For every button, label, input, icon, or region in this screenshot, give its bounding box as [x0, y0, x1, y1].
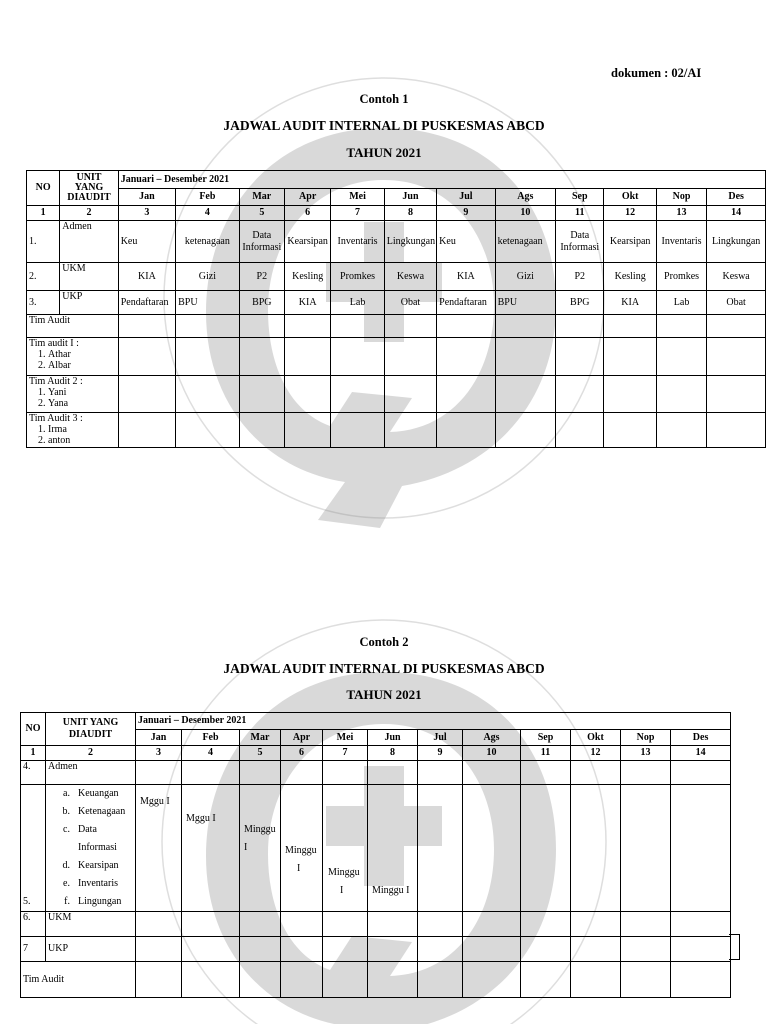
team-member: 1. Athar [48, 349, 116, 360]
schedule-mei-line-2: I [340, 885, 344, 896]
row-unit: UKP [60, 291, 118, 315]
month-okt-2: Okt [571, 730, 621, 746]
team-label: Tim audit I : [29, 338, 79, 349]
column-number-2: 5 [240, 746, 281, 761]
sub-item [48, 875, 133, 893]
empty-cell [239, 338, 284, 376]
month-apr: Apr [284, 189, 330, 206]
empty-cell [284, 338, 330, 376]
row-sub-no: 5. [21, 785, 46, 912]
column-number-2: 7 [323, 746, 368, 761]
schedule-cell: Lingkungan [384, 221, 436, 263]
month-des: Des [707, 189, 766, 206]
empty-cell [284, 376, 330, 413]
column-number-2: 9 [418, 746, 463, 761]
schedule-cell: BPU [495, 291, 555, 315]
schedule-cell: ketenagaan [176, 221, 240, 263]
empty-cell [384, 413, 436, 448]
column-number: 12 [604, 206, 656, 221]
empty-cell [437, 376, 495, 413]
column-number: 9 [437, 206, 495, 221]
empty-cell [176, 376, 240, 413]
empty-cell [604, 338, 656, 376]
empty-cell [118, 413, 175, 448]
empty-cell [604, 376, 656, 413]
header-unit-2 [46, 713, 136, 746]
sub-item-marker: d. [62, 860, 70, 871]
schedule-cell: Keu [118, 221, 175, 263]
team-cell [27, 338, 119, 376]
example1-label: Contoh 1 [359, 92, 409, 106]
schedule-cell: Inventaris [656, 221, 706, 263]
column-number: 13 [656, 206, 706, 221]
header-unit-2-line-1: UNIT YANG [62, 717, 119, 728]
column-number: 7 [331, 206, 384, 221]
empty-cell [604, 413, 656, 448]
table-row [27, 263, 766, 291]
schedule-cell: Keu [437, 221, 495, 263]
sub-item [48, 857, 133, 875]
empty-cell [118, 338, 175, 376]
empty-cell [331, 338, 384, 376]
column-number-2: 6 [281, 746, 323, 761]
team-row [27, 338, 766, 376]
schedule-apr [285, 842, 317, 878]
schedule-cell: KIA [118, 263, 175, 291]
column-number: 14 [707, 206, 766, 221]
column-number: 10 [495, 206, 555, 221]
schedule-cell: Data Informasi [556, 221, 604, 263]
column-number-2: 4 [182, 746, 240, 761]
example1-title: JADWAL AUDIT INTERNAL DI PUSKESMAS ABCD [223, 118, 545, 133]
empty-cell [284, 413, 330, 448]
sub-item [48, 785, 133, 803]
schedule-cell: BPG [239, 291, 284, 315]
header-period: Januari – Desember 2021 [118, 171, 765, 189]
row-ukm-unit: UKM [46, 912, 136, 937]
column-number-2: 10 [463, 746, 521, 761]
column-number: 6 [284, 206, 330, 221]
schedule-cell: Pendaftaran [437, 291, 495, 315]
empty-cell [239, 376, 284, 413]
schedule-cell: P2 [239, 263, 284, 291]
empty-cell [176, 338, 240, 376]
column-number-2: 12 [571, 746, 621, 761]
month-sep-2: Sep [521, 730, 571, 746]
sub-item-marker: a. [63, 788, 70, 799]
audit-schedule-table-2 [20, 712, 731, 998]
schedule-apr-line-2: I [297, 863, 301, 874]
sub-item-text: Ketenagaan [78, 806, 126, 817]
column-number-2: 3 [136, 746, 182, 761]
sub-item-text: Lingungan [78, 896, 122, 907]
empty-cell [707, 338, 766, 376]
column-number-2: 11 [521, 746, 571, 761]
row-number: 2. [27, 263, 60, 291]
empty-cell [556, 376, 604, 413]
column-number: 8 [384, 206, 436, 221]
column-number: 2 [60, 206, 118, 221]
schedule-apr-line-1: Minggu [285, 845, 317, 856]
team-member: 2. Yana [48, 398, 116, 409]
sub-item [48, 821, 133, 839]
month-mei-2: Mei [323, 730, 368, 746]
month-mar: Mar [239, 189, 284, 206]
team-member: 2. Albar [48, 360, 116, 371]
month-ags-2: Ags [463, 730, 521, 746]
sub-item-marker: c. [63, 824, 70, 835]
example2-title: JADWAL AUDIT INTERNAL DI PUSKESMAS ABCD [223, 661, 545, 676]
column-number: 5 [239, 206, 284, 221]
month-feb: Feb [176, 189, 240, 206]
document-number: dokumen : 02/AI [611, 66, 702, 80]
tim-audit-label: Tim Audit [27, 315, 119, 338]
row-number: 1. [27, 221, 60, 263]
row-admen-no: 4. [21, 761, 46, 785]
team-row [27, 413, 766, 448]
header-unit [60, 171, 118, 206]
header-unit-2-line-2: DIAUDIT [68, 729, 113, 740]
team-members [29, 349, 116, 371]
sub-item-text: Kearsipan [78, 860, 119, 871]
schedule-cell: P2 [556, 263, 604, 291]
schedule-cell: KIA [284, 291, 330, 315]
row-number: 3. [27, 291, 60, 315]
month-okt: Okt [604, 189, 656, 206]
row-ukm-no: 6. [21, 912, 46, 937]
empty-cell [384, 338, 436, 376]
team-cell [27, 376, 119, 413]
schedule-mei-line-1: Minggu [328, 867, 360, 878]
month-mar-2: Mar [240, 730, 281, 746]
team-members [29, 424, 116, 446]
sub-item-text: Data [78, 824, 97, 835]
schedule-cell: Kesling [284, 263, 330, 291]
sub-item-marker [48, 839, 78, 857]
team-member: 1. Irma [48, 424, 116, 435]
header-unit-line-3: DIAUDIT [67, 192, 111, 203]
empty-cell [384, 376, 436, 413]
schedule-cell: Keswa [384, 263, 436, 291]
schedule-cell: Kearsipan [604, 221, 656, 263]
month-apr-2: Apr [281, 730, 323, 746]
empty-cell [176, 413, 240, 448]
month-nop: Nop [656, 189, 706, 206]
schedule-cell: BPG [556, 291, 604, 315]
month-sep: Sep [556, 189, 604, 206]
column-number: 1 [27, 206, 60, 221]
example2-year: TAHUN 2021 [346, 687, 422, 702]
schedule-cell: BPU [176, 291, 240, 315]
sub-item-text: Keuangan [78, 788, 119, 799]
team-member: 2. anton [48, 435, 116, 446]
column-number-2: 8 [368, 746, 418, 761]
column-number: 11 [556, 206, 604, 221]
schedule-cell: Gizi [495, 263, 555, 291]
empty-cell [495, 338, 555, 376]
month-jan: Jan [118, 189, 175, 206]
row-unit: UKM [60, 263, 118, 291]
sub-item-marker: f. [64, 896, 70, 907]
empty-cell [437, 338, 495, 376]
schedule-cell: Inventaris [331, 221, 384, 263]
empty-cell [437, 413, 495, 448]
empty-cell [556, 338, 604, 376]
team-cell [27, 413, 119, 448]
empty-cell [556, 413, 604, 448]
month-jun-2: Jun [368, 730, 418, 746]
example2-label: Contoh 2 [359, 635, 409, 649]
column-number-2: 14 [671, 746, 731, 761]
sub-item-marker: e. [63, 878, 70, 889]
sub-item-text: Inventaris [78, 878, 118, 889]
schedule-cell: Keswa [707, 263, 766, 291]
schedule-cell: Pendaftaran [118, 291, 175, 315]
schedule-mar-line-1: Minggu [244, 824, 276, 835]
schedule-cell: Obat [384, 291, 436, 315]
schedule-cell: Lab [656, 291, 706, 315]
month-nop-2: Nop [621, 730, 671, 746]
sub-item-text: Informasi [78, 842, 117, 853]
audit-schedule-table-1 [26, 170, 766, 448]
team-member: 1. Yani [48, 387, 116, 398]
tim-audit-label-2: Tim Audit [21, 962, 136, 998]
schedule-cell: Promkes [656, 263, 706, 291]
ukp-row-extension [729, 934, 740, 960]
schedule-cell: Data Informasi [239, 221, 284, 263]
schedule-mei [328, 864, 360, 900]
schedule-cell: Lingkungan [707, 221, 766, 263]
schedule-jun: Minggu I [372, 885, 410, 896]
empty-cell [331, 376, 384, 413]
column-number: 3 [118, 206, 175, 221]
schedule-cell: Promkes [331, 263, 384, 291]
table-row [27, 221, 766, 263]
month-ags: Ags [495, 189, 555, 206]
sub-item [48, 893, 133, 911]
row-sub-items [46, 785, 136, 912]
month-jan-2: Jan [136, 730, 182, 746]
header-no-2: NO [21, 713, 46, 746]
empty-cell [656, 376, 706, 413]
empty-cell [495, 376, 555, 413]
schedule-cell: KIA [604, 291, 656, 315]
schedule-cell: Gizi [176, 263, 240, 291]
team-label: Tim Audit 3 : [29, 413, 83, 424]
month-jul-2: Jul [418, 730, 463, 746]
month-des-2: Des [671, 730, 731, 746]
row-ukp-no: 7 [21, 937, 46, 962]
schedule-mar [244, 821, 276, 857]
column-number-2: 2 [46, 746, 136, 761]
schedule-jan: Mggu I [140, 796, 170, 807]
column-number-2: 1 [21, 746, 46, 761]
team-members [29, 387, 116, 409]
schedule-cell: Lab [331, 291, 384, 315]
column-number-2: 13 [621, 746, 671, 761]
row-admen-unit: Admen [46, 761, 136, 785]
example1-year: TAHUN 2021 [346, 145, 422, 160]
row-unit: Admen [60, 221, 118, 263]
empty-cell [118, 376, 175, 413]
schedule-feb: Mggu I [186, 813, 216, 824]
team-label: Tim Audit 2 : [29, 376, 83, 387]
header-period-2: Januari – Desember 2021 [136, 713, 731, 730]
header-unit-line-1: UNIT [76, 172, 102, 183]
schedule-cell: ketenagaan [495, 221, 555, 263]
row-ukp-unit: UKP [46, 937, 136, 962]
header-no: NO [27, 171, 60, 206]
sub-item [48, 803, 133, 821]
empty-cell [656, 338, 706, 376]
schedule-cell: Kearsipan [284, 221, 330, 263]
month-jul: Jul [437, 189, 495, 206]
empty-cell [239, 413, 284, 448]
month-jun: Jun [384, 189, 436, 206]
empty-cell [707, 376, 766, 413]
empty-cell [331, 413, 384, 448]
schedule-cell: KIA [437, 263, 495, 291]
header-unit-line-2: YANG [74, 182, 104, 193]
empty-cell [495, 413, 555, 448]
sub-item [48, 839, 133, 857]
schedule-cell: Kesling [604, 263, 656, 291]
schedule-cell: Obat [707, 291, 766, 315]
schedule-mar-line-2: I [244, 842, 248, 853]
month-mei: Mei [331, 189, 384, 206]
empty-cell [656, 413, 706, 448]
empty-cell [707, 413, 766, 448]
sub-item-marker: b. [62, 806, 70, 817]
team-row [27, 376, 766, 413]
table-row [27, 291, 766, 315]
column-number: 4 [176, 206, 240, 221]
month-feb-2: Feb [182, 730, 240, 746]
